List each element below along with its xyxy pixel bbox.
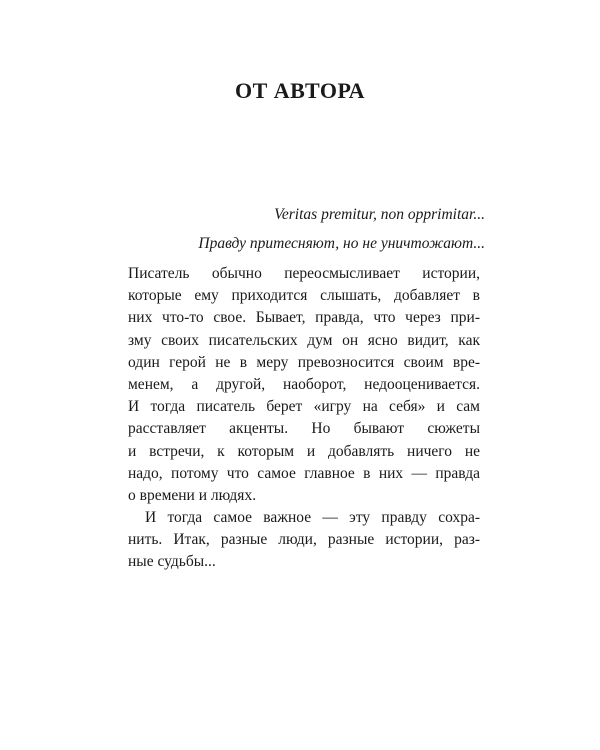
- text-line: нить. Итак, разные люди, разные истории, раз-: [128, 531, 480, 549]
- body-text: [128, 263, 480, 574]
- paragraph-2: [128, 507, 480, 574]
- text-line: И тогда писатель берет «игру на себя» и сам: [128, 398, 480, 416]
- text-line: И тогда самое важное — эту правду сохра-: [145, 509, 480, 527]
- paragraph-1: [128, 263, 480, 507]
- epigraph-latin: Veritas premitur, non opprimitar...: [274, 206, 485, 223]
- text-line: и встречи, к которым и добавлять ничего не: [128, 442, 480, 460]
- text-line: надо, потому что самое главное в них — правда: [128, 464, 480, 482]
- text-line: них что-то свое. Бывает, правда, что через при-: [128, 309, 480, 327]
- text-line: менем, а другой, наоборот, недооценивается.: [128, 375, 480, 393]
- text-line: которые ему приходится слышать, добавляет в: [128, 287, 480, 305]
- page-title: ОТ АВТОРА: [234, 78, 366, 103]
- text-line: Писатель обычно переосмысливает истории,: [128, 265, 480, 282]
- text-line: один герой не в меру превозносится своим вре-: [128, 353, 480, 371]
- text-line: ные судьбы...: [128, 553, 216, 571]
- text-line: о времени и людях.: [128, 486, 257, 504]
- epigraph-russian: Правду притесняют, но не уничтожают...: [198, 235, 485, 252]
- epigraph: [125, 200, 485, 258]
- text-line: расставляет акценты. Но бывают сюжеты: [128, 420, 480, 438]
- text-line: зму своих писательских дум он ясно видит, как: [128, 331, 480, 349]
